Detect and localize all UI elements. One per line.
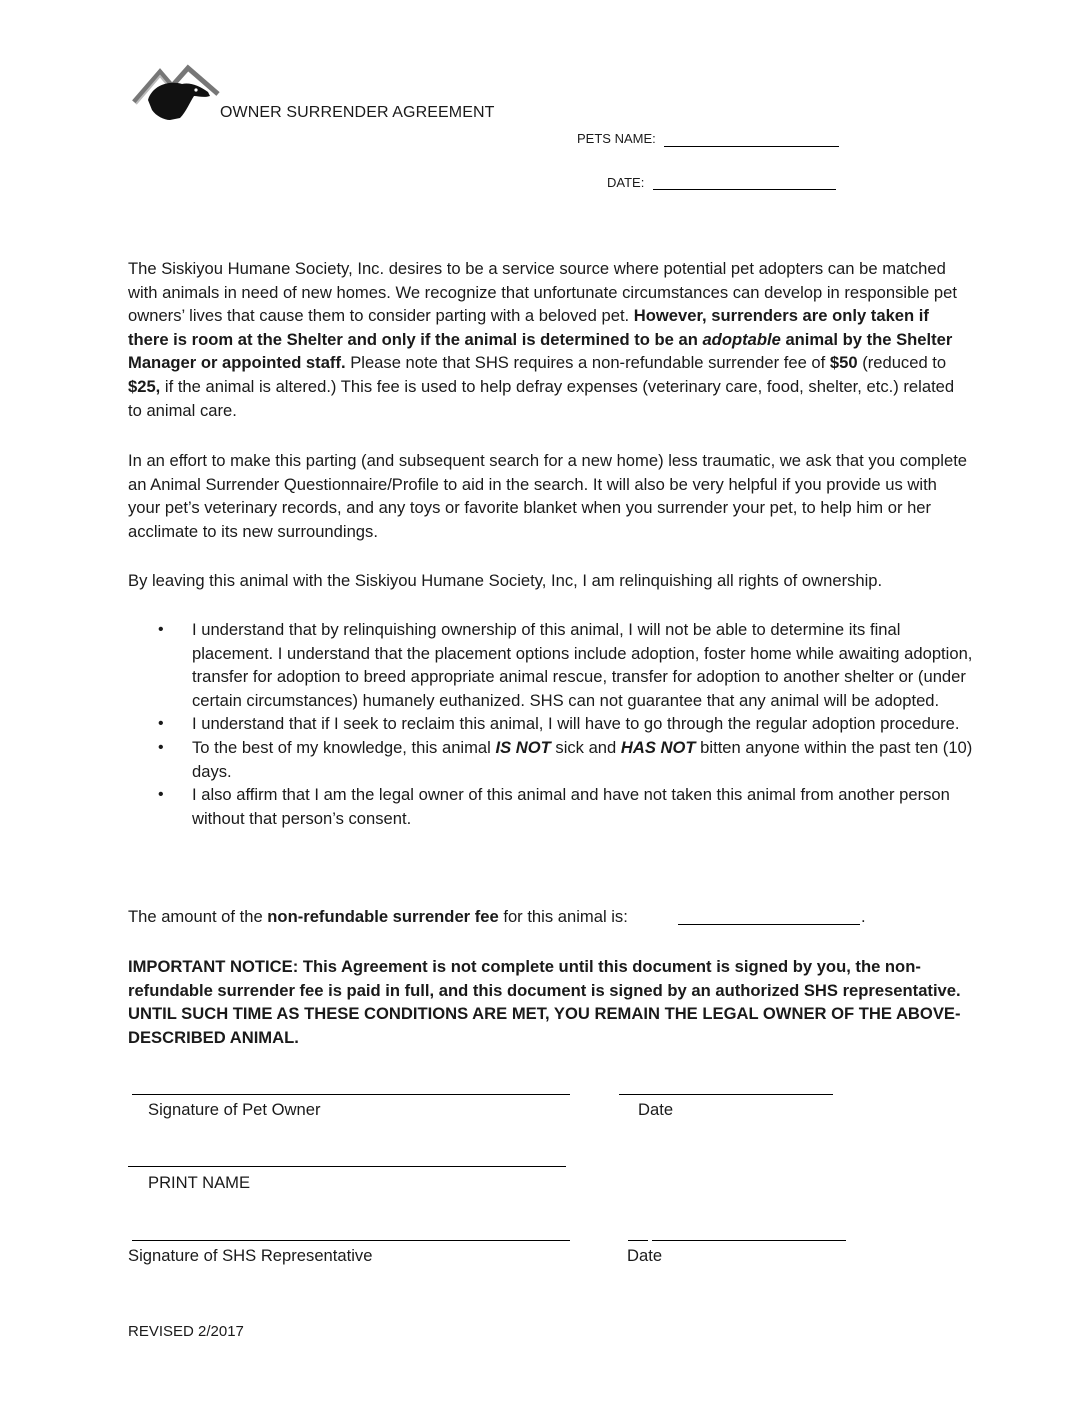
revision-footer: REVISED 2/2017 xyxy=(128,1323,244,1340)
relinquish-paragraph: By leaving this animal with the Siskiyou Humane Society, Inc, I am relinquishing all rights of ownership. xyxy=(128,571,883,590)
print-name-label: PRINT NAME xyxy=(148,1173,251,1192)
pets-name-label: PETS NAME: xyxy=(577,131,656,146)
list-item: • I understand that by relinquishing ownership of this animal, I will not be able to determine its final placement. I understand that the placement options include adoption, foster home while awaiting adoption, transfer for adoption to breed appropriate animal rescue, transfer for adoption to another shelter or (under certain circumstances) humanely euthanized. SHS can not guarantee that any animal will be adopted. xyxy=(158,620,973,710)
owner-signature-line[interactable] xyxy=(132,1094,570,1095)
owner-signature-label: Signature of Pet Owner xyxy=(148,1100,321,1119)
fee-amount-field[interactable] xyxy=(678,924,860,925)
fee-period: . xyxy=(861,907,866,926)
rep-date-line-short xyxy=(628,1240,648,1241)
date-field[interactable] xyxy=(653,189,836,190)
questionnaire-paragraph: In an effort to make this parting (and subsequent search for a new home) less traumatic, we ask that you complete an Animal Surrender Questionnaire/Profile to aid in the search. It will also be very helpful if you provide us with your pet’s veterinary records, and any toys or favorite blanket when you surrender your pet, to help him or her acclimate to its new surroundings. xyxy=(128,451,968,541)
list-item: • To the best of my knowledge, this animal IS NOT sick and HAS NOT bitten anyone within the past ten (10) days. xyxy=(158,737,973,781)
rep-date-label: Date xyxy=(627,1246,663,1265)
rep-signature-line[interactable] xyxy=(132,1240,570,1241)
shs-dog-logo-icon xyxy=(130,64,220,126)
intro-paragraph: The Siskiyou Humane Society, Inc. desires to be a service source where potential pet adopters can be matched with animals in need of new homes. We recognize that unfortunate circumstances can develop in responsible pet owners’ lives that cause them to consider parting with a beloved pet. However, surrenders are only taken if there is room at the Shelter and only if the animal is determined to be an adoptable animal by the Shelter Manager or appointed staff. Please note that SHS requires a non-refundable surrender fee of $50 (reduced to $25, if the animal is altered.) This fee is used to help defray expenses (veterinary care, food, shelter, etc.) related to animal care. xyxy=(128,259,957,420)
document-title: OWNER SURRENDER AGREEMENT xyxy=(220,104,495,121)
date-label: DATE: xyxy=(607,175,645,190)
owner-date-line[interactable] xyxy=(619,1094,833,1095)
print-name-line[interactable] xyxy=(128,1166,566,1167)
list-item: • I understand that if I seek to reclaim this animal, I will have to go through the regular adoption procedure. xyxy=(158,714,960,734)
important-notice: IMPORTANT NOTICE: This Agreement is not complete until this document is signed by you, the non-refundable surrender fee is paid in full, and this document is signed by an authorized SHS representative. UNTIL SUCH TIME AS THESE CONDITIONS ARE MET, YOU REMAIN THE LEGAL OWNER OF THE ABOVE-DESCRIBED ANIMAL. xyxy=(128,957,961,1047)
rep-signature-label: Signature of SHS Representative xyxy=(128,1246,373,1265)
pets-name-field[interactable] xyxy=(664,146,839,147)
list-item: • I also affirm that I am the legal owner of this animal and have not taken this animal from another person without that person’s consent. xyxy=(158,785,950,828)
rep-date-line[interactable] xyxy=(652,1240,846,1241)
owner-date-label: Date xyxy=(638,1100,674,1119)
fee-statement: The amount of the non-refundable surrender fee for this animal is: xyxy=(128,907,628,926)
acknowledgement-list xyxy=(128,618,978,830)
